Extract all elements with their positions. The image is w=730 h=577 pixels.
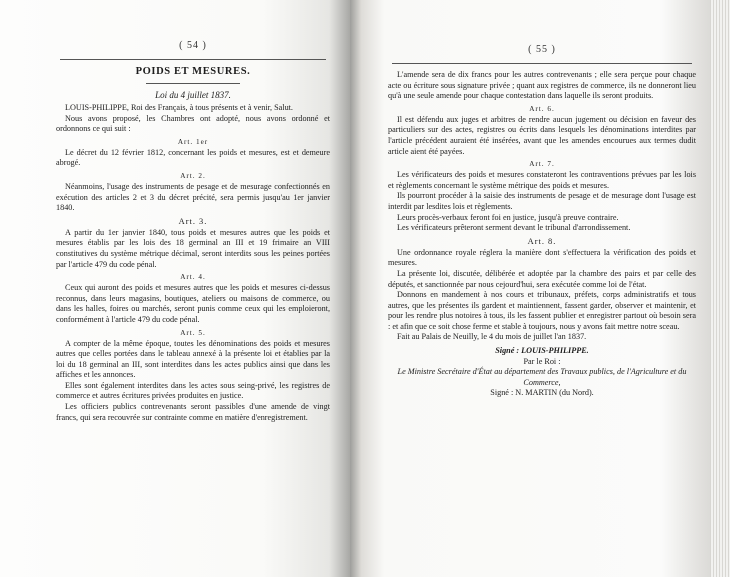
article-label: Art. 7.	[529, 160, 555, 169]
closing-paragraph: Fait au Palais de Neuilly, le 4 du mois de juillet l'an 1837.	[397, 332, 587, 342]
article-label: Art. 3.	[178, 216, 208, 226]
closing-paragraph: La présente loi, discutée, délibérée et adoptée par la chambre des pairs et par celle des députés, et sanctionnée par nous cejourd'hui, sera exécutée comme loi de l'état.	[388, 268, 696, 289]
right-page	[350, 0, 730, 577]
article-paragraph: Néanmoins, l'usage des instruments de pesage et de mesurage confectionnés en exécution des articles 2 et 3 du décret précité, sera permis jusqu'au 1er janvier 1840.	[56, 181, 330, 213]
article-label: Art. 2.	[180, 171, 206, 180]
article-paragraph: Les vérificateurs prêteront serment devant le tribunal d'arrondissement.	[397, 223, 631, 233]
page-number-left: ( 54 )	[179, 40, 207, 51]
article-paragraph: Les vérificateurs des poids et mesures constateront les contraventions prévues par les lois et règlements concernant le système métrique des poids et mesures.	[388, 170, 696, 190]
article-label: Art. 6.	[529, 104, 555, 113]
article-label: Art. 1er	[177, 137, 209, 146]
top-rule	[60, 59, 326, 60]
page-heading: POIDS ET MESURES.	[135, 66, 251, 77]
top-rule	[392, 63, 692, 64]
article-paragraph: A compter de la même époque, toutes les dénominations des poids et mesures autres que celles portées dans le tableau annexé à la présente loi et établies par la loi du 18 germinal an III, sont interdites dans les actes publics ainsi que dans les affiches et les annonces.	[56, 338, 330, 380]
intro-paragraph: L'amende sera de dix francs pour les autres contrevenants ; elle sera perçue pour chaque acte ou écriture sous signature privée ; quant aux registres de commerce, ils ne donneront lieu qu'à une seule amende pour chaque contestation dans laquelle ils seront produits.	[388, 70, 696, 101]
intro-paragraph: Nous avons proposé, les Chambres ont adopté, nous avons ordonné et ordonnons ce qui suit :	[56, 113, 330, 134]
heading-rule	[146, 83, 240, 84]
intro-paragraph: LOUIS-PHILIPPE, Roi des Français, à tous présents et à venir, Salut.	[65, 103, 293, 112]
article-paragraph: Elles sont également interdites dans les actes sous seing-privé, les registres de commerce et autres écritures privées produites en justice.	[56, 380, 330, 401]
closing-paragraph: Donnons en mandement à nos cours et tribunaux, préfets, corps administratifs et tous autres, que les présentes ils gardent et maintiennent, fassent garder, observer et maintenir, et pour les rendre plus notoires à tous, ils les fassent publier et enregistrer partout où besoin sera : et afin que ce soit chose ferme et stable à toujours, nous y avons fait mettre notre sceau.	[388, 290, 696, 331]
royal-signature: Signé : LOUIS-PHILIPPE.	[495, 346, 589, 356]
minister-title: Le Ministre Secrétaire d'État au département des Travaux publics, de l'Agriculture et du Commerce,	[397, 367, 687, 387]
article-paragraph: Le décret du 12 février 1812, concernant les poids et mesures, est et demeure abrogé.	[56, 147, 330, 168]
article-paragraph: Ceux qui auront des poids et mesures autres que les poids et mesures ci-dessus reconnus, dans leurs magasins, boutiques, ateliers ou maisons de commerce, ou dans les halles, foires ou marchés, seront punis comme ceux qui les emploieront, conformément à l'article 479 du code pénal.	[56, 283, 330, 324]
by-king: Par le Roi :	[523, 356, 561, 366]
article-paragraph: Les officiers publics contrevenants seront passibles d'une amende de vingt francs, qui sera recouvrée sur contrainte comme en matière d'enregistrement.	[56, 402, 330, 422]
minister-signature: Signé : N. MARTIN (du Nord).	[490, 388, 594, 398]
left-intro	[56, 103, 330, 135]
article-paragraph: Une ordonnance royale réglera la manière dont s'effectuera la vérification des poids et mesures.	[388, 247, 696, 268]
law-date: Loi du 4 juillet 1837.	[155, 90, 231, 100]
closing-block	[388, 269, 696, 343]
article-paragraph: Ils pourront procéder à la saisie des instruments de pesage et de mesurage dont l'usage est interdit par lesdites lois et règlements.	[388, 191, 696, 211]
article-label: Art. 5.	[180, 328, 206, 337]
left-page	[0, 0, 350, 577]
article-paragraph: A partir du 1er janvier 1840, tous poids et mesures autres que les poids et mesures établis par les lois des 18 germinal an III et 19 frimaire an VIII constitutives du système métrique décimal, seront interdits sous les peines portées par l'article 479 du code pénal.	[56, 227, 330, 269]
article-paragraph: Il est défendu aux juges et arbitres de rendre aucun jugement ou décision en faveur des particuliers sur des actes, registres ou écrits dans lesquels les dénominations interdites par l'article précédent auraient été insérées, avant que les amendes encourues aux termes dudit article aient été payées.	[388, 114, 696, 156]
page-number-right: ( 55 )	[528, 44, 556, 55]
page-edge	[710, 0, 730, 577]
article-label: Art. 4.	[180, 273, 206, 282]
article-paragraph: Leurs procès-verbaux feront foi en justice, jusqu'à preuve contraire.	[397, 212, 619, 222]
article-label: Art. 8.	[527, 236, 557, 246]
